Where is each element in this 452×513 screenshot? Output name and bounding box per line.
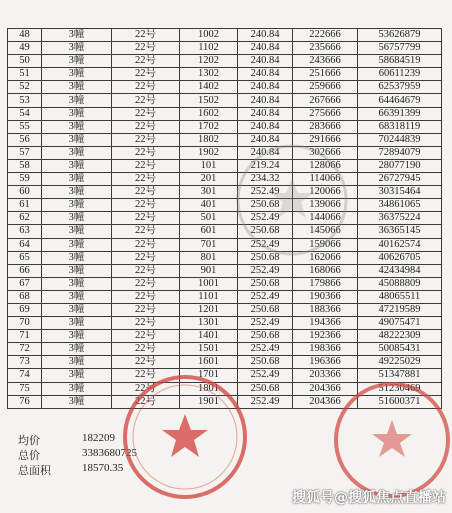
- cell-row-number: 59: [8, 173, 42, 186]
- average-price-value: 182209: [82, 432, 115, 444]
- cell-total-price: 48065511: [358, 290, 442, 303]
- cell-unit: 22号: [112, 317, 180, 330]
- cell-unit: 22号: [112, 94, 180, 107]
- cell-building: 3幢: [42, 29, 112, 42]
- table-row: [8, 225, 442, 238]
- cell-unit: 22号: [112, 264, 180, 277]
- cell-area: 240.84: [238, 68, 293, 81]
- cell-unit-price: 145066: [293, 225, 358, 238]
- cell-room: 1902: [180, 146, 238, 159]
- cell-unit-price: 204366: [293, 382, 358, 395]
- cell-building: 3幢: [42, 395, 112, 408]
- cell-building: 3幢: [42, 159, 112, 172]
- cell-row-number: 76: [8, 395, 42, 408]
- cell-unit-price: 243666: [293, 55, 358, 68]
- cell-unit-price: 267666: [293, 94, 358, 107]
- cell-total-price: 30315464: [358, 186, 442, 199]
- cell-unit: 22号: [112, 186, 180, 199]
- cell-total-price: 62537959: [358, 81, 442, 94]
- cell-total-price: 72894079: [358, 146, 442, 159]
- cell-row-number: 72: [8, 343, 42, 356]
- cell-area: 252.49: [238, 290, 293, 303]
- cell-area: 250.68: [238, 225, 293, 238]
- cell-building: 3幢: [42, 212, 112, 225]
- table-row: [8, 94, 442, 107]
- cell-unit-price: 302666: [293, 146, 358, 159]
- cell-building: 3幢: [42, 42, 112, 55]
- cell-unit-price: 235666: [293, 42, 358, 55]
- cell-room: 1102: [180, 42, 238, 55]
- table-row: [8, 173, 442, 186]
- cell-area: 250.68: [238, 382, 293, 395]
- table-row: [8, 369, 442, 382]
- cell-unit-price: 198366: [293, 343, 358, 356]
- cell-area: 240.84: [238, 107, 293, 120]
- cell-row-number: 64: [8, 238, 42, 251]
- cell-total-price: 36375224: [358, 212, 442, 225]
- table-row: [8, 290, 442, 303]
- cell-area: 252.49: [238, 369, 293, 382]
- cell-row-number: 73: [8, 356, 42, 369]
- cell-total-price: 28077190: [358, 159, 442, 172]
- cell-area: 250.68: [238, 356, 293, 369]
- cell-room: 1401: [180, 330, 238, 343]
- cell-unit: 22号: [112, 343, 180, 356]
- cell-room: 701: [180, 238, 238, 251]
- cell-room: 1501: [180, 343, 238, 356]
- cell-building: 3幢: [42, 330, 112, 343]
- table-row: [8, 343, 442, 356]
- cell-row-number: 66: [8, 264, 42, 277]
- cell-unit: 22号: [112, 68, 180, 81]
- cell-row-number: 57: [8, 146, 42, 159]
- cell-room: 1402: [180, 81, 238, 94]
- cell-unit: 22号: [112, 277, 180, 290]
- watermark-text: 搜狐号@搜狐焦点直播站: [292, 490, 446, 506]
- cell-row-number: 62: [8, 212, 42, 225]
- cell-total-price: 26727945: [358, 173, 442, 186]
- table-row: [8, 382, 442, 395]
- cell-room: 1302: [180, 68, 238, 81]
- cell-row-number: 71: [8, 330, 42, 343]
- cell-area: 250.68: [238, 251, 293, 264]
- table-row: [8, 29, 442, 42]
- cell-area: 252.49: [238, 186, 293, 199]
- cell-unit: 22号: [112, 55, 180, 68]
- cell-unit: 22号: [112, 173, 180, 186]
- cell-unit-price: 188366: [293, 303, 358, 316]
- table-row: [8, 107, 442, 120]
- cell-area: 219.24: [238, 159, 293, 172]
- cell-area: 240.84: [238, 120, 293, 133]
- cell-total-price: 66391399: [358, 107, 442, 120]
- cell-area: 250.68: [238, 199, 293, 212]
- cell-total-price: 49225029: [358, 356, 442, 369]
- cell-row-number: 65: [8, 251, 42, 264]
- cell-room: 901: [180, 264, 238, 277]
- cell-room: 1001: [180, 277, 238, 290]
- cell-room: 201: [180, 173, 238, 186]
- table-row: [8, 42, 442, 55]
- cell-unit-price: 203366: [293, 369, 358, 382]
- cell-total-price: 40162574: [358, 238, 442, 251]
- cell-total-price: 51230469: [358, 382, 442, 395]
- cell-unit: 22号: [112, 369, 180, 382]
- cell-building: 3幢: [42, 290, 112, 303]
- cell-unit-price: 222666: [293, 29, 358, 42]
- cell-unit-price: 194366: [293, 317, 358, 330]
- cell-unit: 22号: [112, 290, 180, 303]
- cell-unit-price: 251666: [293, 68, 358, 81]
- table-row: [8, 120, 442, 133]
- cell-unit-price: 168066: [293, 264, 358, 277]
- total-area-value: 18570.35: [82, 462, 124, 474]
- cell-total-price: 36365145: [358, 225, 442, 238]
- cell-building: 3幢: [42, 251, 112, 264]
- cell-building: 3幢: [42, 317, 112, 330]
- cell-area: 252.49: [238, 238, 293, 251]
- table-row: [8, 317, 442, 330]
- cell-total-price: 60611239: [358, 68, 442, 81]
- cell-row-number: 74: [8, 369, 42, 382]
- cell-room: 1701: [180, 369, 238, 382]
- cell-row-number: 61: [8, 199, 42, 212]
- cell-unit-price: 120066: [293, 186, 358, 199]
- cell-unit-price: 259666: [293, 81, 358, 94]
- cell-building: 3幢: [42, 199, 112, 212]
- table-row: [8, 277, 442, 290]
- table-row: [8, 330, 442, 343]
- table-row: [8, 68, 442, 81]
- cell-unit: 22号: [112, 107, 180, 120]
- table-row: [8, 251, 442, 264]
- cell-area: 240.84: [238, 133, 293, 146]
- table-row: [8, 186, 442, 199]
- cell-room: 1202: [180, 55, 238, 68]
- table-row: [8, 146, 442, 159]
- cell-row-number: 70: [8, 317, 42, 330]
- cell-row-number: 68: [8, 290, 42, 303]
- cell-unit-price: 144066: [293, 212, 358, 225]
- cell-unit: 22号: [112, 212, 180, 225]
- cell-area: 240.84: [238, 81, 293, 94]
- cell-total-price: 42434984: [358, 264, 442, 277]
- cell-row-number: 69: [8, 303, 42, 316]
- cell-unit-price: 196366: [293, 356, 358, 369]
- cell-area: 250.68: [238, 277, 293, 290]
- table-row: [8, 212, 442, 225]
- cell-building: 3幢: [42, 382, 112, 395]
- cell-room: 401: [180, 199, 238, 212]
- cell-building: 3幢: [42, 120, 112, 133]
- cell-area: 240.84: [238, 29, 293, 42]
- cell-unit: 22号: [112, 29, 180, 42]
- cell-room: 1901: [180, 395, 238, 408]
- table-row: [8, 55, 442, 68]
- table-row: [8, 303, 442, 316]
- cell-area: 252.49: [238, 264, 293, 277]
- table-row: [8, 159, 442, 172]
- cell-unit: 22号: [112, 382, 180, 395]
- cell-unit: 22号: [112, 225, 180, 238]
- cell-total-price: 47219589: [358, 303, 442, 316]
- cell-unit-price: 204366: [293, 395, 358, 408]
- cell-row-number: 50: [8, 55, 42, 68]
- cell-room: 1602: [180, 107, 238, 120]
- table-row: [8, 238, 442, 251]
- table-row: [8, 264, 442, 277]
- cell-building: 3幢: [42, 186, 112, 199]
- cell-room: 1802: [180, 133, 238, 146]
- cell-row-number: 75: [8, 382, 42, 395]
- cell-total-price: 51600371: [358, 395, 442, 408]
- cell-area: 240.84: [238, 94, 293, 107]
- cell-building: 3幢: [42, 173, 112, 186]
- cell-total-price: 50085431: [358, 343, 442, 356]
- cell-row-number: 55: [8, 120, 42, 133]
- cell-row-number: 54: [8, 107, 42, 120]
- cell-area: 252.49: [238, 395, 293, 408]
- cell-room: 601: [180, 225, 238, 238]
- cell-building: 3幢: [42, 356, 112, 369]
- cell-unit-price: 114066: [293, 173, 358, 186]
- cell-area: 240.84: [238, 55, 293, 68]
- cell-room: 1101: [180, 290, 238, 303]
- table-row: [8, 81, 442, 94]
- cell-unit: 22号: [112, 356, 180, 369]
- cell-row-number: 51: [8, 68, 42, 81]
- cell-unit-price: 190366: [293, 290, 358, 303]
- cell-room: 101: [180, 159, 238, 172]
- cell-unit: 22号: [112, 251, 180, 264]
- cell-row-number: 58: [8, 159, 42, 172]
- cell-unit: 22号: [112, 81, 180, 94]
- cell-unit: 22号: [112, 238, 180, 251]
- cell-area: 252.49: [238, 317, 293, 330]
- cell-row-number: 48: [8, 29, 42, 42]
- cell-unit: 22号: [112, 330, 180, 343]
- cell-row-number: 52: [8, 81, 42, 94]
- cell-row-number: 63: [8, 225, 42, 238]
- cell-room: 1502: [180, 94, 238, 107]
- cell-row-number: 53: [8, 94, 42, 107]
- cell-room: 1702: [180, 120, 238, 133]
- cell-unit: 22号: [112, 159, 180, 172]
- cell-unit-price: 159066: [293, 238, 358, 251]
- cell-total-price: 48222309: [358, 330, 442, 343]
- cell-building: 3幢: [42, 94, 112, 107]
- cell-unit: 22号: [112, 395, 180, 408]
- cell-building: 3幢: [42, 277, 112, 290]
- cell-total-price: 49075471: [358, 317, 442, 330]
- cell-area: 250.68: [238, 303, 293, 316]
- cell-building: 3幢: [42, 238, 112, 251]
- cell-row-number: 56: [8, 133, 42, 146]
- cell-unit-price: 291666: [293, 133, 358, 146]
- cell-area: 240.84: [238, 42, 293, 55]
- cell-total-price: 68318119: [358, 120, 442, 133]
- cell-total-price: 34861065: [358, 199, 442, 212]
- cell-building: 3幢: [42, 225, 112, 238]
- total-area-label: 总面积: [18, 465, 51, 477]
- cell-unit-price: 179866: [293, 277, 358, 290]
- cell-building: 3幢: [42, 303, 112, 316]
- cell-unit: 22号: [112, 146, 180, 159]
- cell-row-number: 67: [8, 277, 42, 290]
- cell-total-price: 70244839: [358, 133, 442, 146]
- cell-area: 250.68: [238, 330, 293, 343]
- cell-building: 3幢: [42, 81, 112, 94]
- cell-unit-price: 192366: [293, 330, 358, 343]
- cell-total-price: 40626705: [358, 251, 442, 264]
- total-price-label: 总价: [18, 450, 40, 462]
- cell-building: 3幢: [42, 55, 112, 68]
- cell-unit: 22号: [112, 133, 180, 146]
- cell-room: 1201: [180, 303, 238, 316]
- cell-unit: 22号: [112, 303, 180, 316]
- cell-room: 1301: [180, 317, 238, 330]
- table-row: [8, 133, 442, 146]
- cell-row-number: 60: [8, 186, 42, 199]
- cell-unit: 22号: [112, 42, 180, 55]
- cell-area: 252.49: [238, 343, 293, 356]
- cell-unit-price: 128066: [293, 159, 358, 172]
- average-price-label: 均价: [18, 435, 40, 447]
- cell-building: 3幢: [42, 68, 112, 81]
- cell-total-price: 58684519: [358, 55, 442, 68]
- cell-building: 3幢: [42, 146, 112, 159]
- table-row: [8, 395, 442, 408]
- total-price-value: 3383680725: [82, 447, 137, 459]
- table-row: [8, 356, 442, 369]
- cell-room: 301: [180, 186, 238, 199]
- cell-total-price: 51347881: [358, 369, 442, 382]
- cell-area: 252.49: [238, 212, 293, 225]
- price-table: [7, 28, 442, 409]
- cell-total-price: 64464679: [358, 94, 442, 107]
- cell-unit-price: 139066: [293, 199, 358, 212]
- cell-building: 3幢: [42, 343, 112, 356]
- table-row: [8, 199, 442, 212]
- cell-unit-price: 283666: [293, 120, 358, 133]
- cell-unit-price: 162066: [293, 251, 358, 264]
- cell-room: 1601: [180, 356, 238, 369]
- cell-building: 3幢: [42, 264, 112, 277]
- cell-room: 1002: [180, 29, 238, 42]
- cell-area: 240.84: [238, 146, 293, 159]
- cell-row-number: 49: [8, 42, 42, 55]
- cell-room: 1801: [180, 382, 238, 395]
- cell-total-price: 53626879: [358, 29, 442, 42]
- cell-unit: 22号: [112, 199, 180, 212]
- cell-area: 234.32: [238, 173, 293, 186]
- price-table-body: [8, 29, 442, 409]
- cell-total-price: 56757799: [358, 42, 442, 55]
- cell-room: 501: [180, 212, 238, 225]
- cell-unit: 22号: [112, 120, 180, 133]
- cell-building: 3幢: [42, 133, 112, 146]
- cell-total-price: 45088809: [358, 277, 442, 290]
- cell-room: 801: [180, 251, 238, 264]
- cell-unit-price: 275666: [293, 107, 358, 120]
- cell-building: 3幢: [42, 107, 112, 120]
- cell-building: 3幢: [42, 369, 112, 382]
